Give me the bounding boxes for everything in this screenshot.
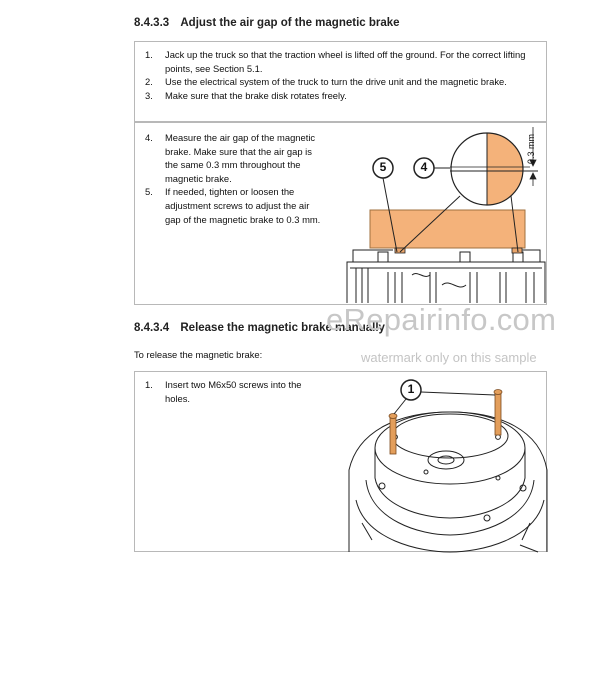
callout-1-label: 1	[407, 382, 415, 396]
step-text: Make sure that the brake disk rotates freely.	[165, 89, 347, 101]
m6x50-screw-right	[494, 390, 502, 436]
watermark-note: watermark only on this sample	[361, 350, 537, 365]
step-number: 1.	[145, 379, 153, 390]
section-number: 8.4.3.4	[134, 322, 170, 334]
release-intro-text: To release the magnetic brake:	[134, 349, 263, 360]
step-text: Use the electrical system of the truck to turn the drive unit and the magnetic brake.	[165, 76, 507, 88]
watermark-brand: eRepairinfo.com	[326, 302, 557, 337]
step-number: 1.	[145, 49, 153, 60]
section-title: Adjust the air gap of the magnetic brake	[180, 17, 400, 29]
brake-top-ellipse	[375, 412, 525, 484]
step-text: Jack up the truck so that the traction wheel is lifted off the ground. For the correct lifting points, see Section 5.1.	[165, 49, 526, 74]
step-text: If needed, tighten or loosen the adjustment screws to adjust the air gap of the magnetic brake to 0.3 mm.	[165, 186, 321, 225]
step-number: 5.	[145, 186, 153, 198]
step-text: Measure the air gap of the magnetic brake. Make sure that the air gap is the same 0.3 mm throughout the magnetic brake.	[165, 132, 316, 184]
step-text: Insert two M6x50 screws into the holes.	[165, 379, 302, 404]
m6x50-screw-left	[389, 414, 397, 455]
step-number: 2.	[145, 76, 153, 88]
callout-4-label: 4	[420, 160, 428, 174]
section-title: Release the magnetic brake manually	[180, 322, 385, 334]
section-number: 8.4.3.3	[134, 17, 170, 29]
callout-5-label: 5	[379, 160, 387, 174]
step-number: 4.	[145, 132, 153, 143]
dimension-label: 0.3 mm	[526, 134, 536, 165]
step-number: 3.	[145, 89, 153, 101]
